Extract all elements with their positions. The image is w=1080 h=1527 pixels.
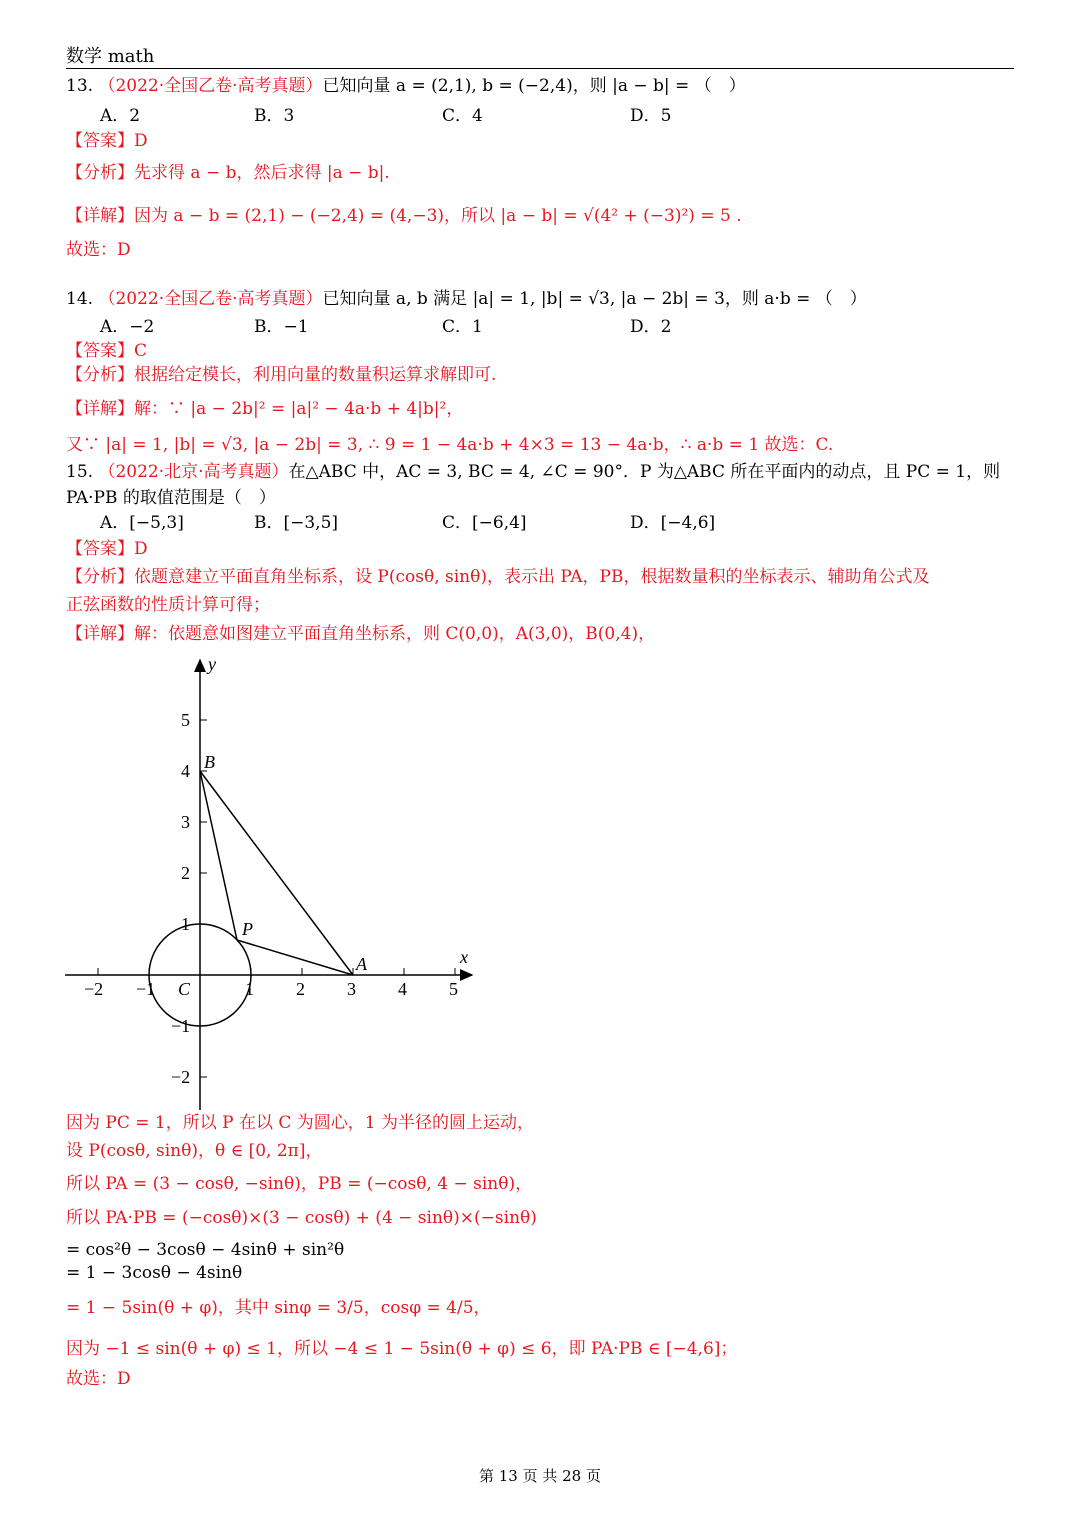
q15-solution-line-5: = cos²θ − 3cosθ − 4sinθ + sin²θ [66, 1240, 345, 1260]
q15-option-a: A．[−5,3] [100, 513, 184, 533]
q15-solution-line-3: 所以 PA = (3 − cosθ, −sinθ)，PB = (−cosθ, 4 − sinθ)， [66, 1174, 533, 1194]
q13-detail-tag: 【详解】 [66, 206, 134, 226]
q15-answer-value: D [134, 539, 148, 559]
y-axis-label: y [208, 654, 216, 674]
q14-option-a: A．−2 [100, 317, 155, 337]
q14-analysis-tag: 【分析】 [66, 365, 134, 385]
y-tick-label: 1 [181, 914, 190, 934]
x-tick-label: −2 [84, 979, 104, 999]
q13-detail-text: 因为 a − b = (2,1) − (−2,4) = (4,−3)，所以 |a − b| = √(4² + (−3)²) = 5 . [134, 206, 742, 226]
q15-analysis-tag: 【分析】 [66, 567, 134, 587]
q15-answer [66, 538, 148, 560]
header-rule [66, 68, 1014, 69]
x-tick-marks [98, 968, 455, 975]
q15-solution-line-9: 故选：D [66, 1369, 131, 1389]
y-tick-label: −2 [171, 1067, 191, 1087]
q14-question [66, 288, 867, 310]
q14-analysis-text: 根据给定模长，利用向量的数量积运算求解即可. [134, 365, 497, 385]
q13-answer [66, 130, 148, 152]
q15-detail [66, 623, 655, 645]
x-tick-label: 4 [398, 979, 407, 999]
q13-option-b: B．3 [254, 106, 295, 126]
q14-option-b: B．−1 [254, 317, 309, 337]
y-tick-label: 3 [181, 812, 190, 832]
q15-detail-text: 解：依题意如图建立平面直角坐标系，则 C(0,0)，A(3,0)，B(0,4)， [134, 624, 656, 644]
q15-solution-line-6: = 1 − 3cosθ − 4sinθ [66, 1263, 243, 1283]
x-tick-label: 2 [296, 979, 305, 999]
q13-answer-value: D [134, 131, 148, 151]
page-footer: 第 13 页 共 28 页 [478, 1467, 601, 1485]
segment-PA [237, 940, 353, 975]
point-C-label: C [178, 979, 191, 999]
y-tick-label: 5 [181, 710, 190, 730]
q15-option-c: C．[−6,4] [442, 513, 527, 533]
x-tick-label: 5 [449, 979, 458, 999]
q13-analysis-tag: 【分析】 [66, 163, 134, 183]
q14-option-c: C．1 [442, 317, 483, 337]
q14-number: 14. [66, 289, 94, 309]
q14-option-d: D．2 [630, 317, 672, 337]
x-axis-label: x [460, 947, 468, 967]
q13-detail [66, 205, 742, 227]
point-P-label: P [242, 919, 253, 939]
x-tick-label: 3 [347, 979, 356, 999]
x-tick-label: 1 [245, 979, 254, 999]
q13-stem: 已知向量 a = (2,1), b = (−2,4)，则 |a − b| = （ ） [322, 76, 746, 96]
q14-stem: 已知向量 a, b 满足 |a| = 1, |b| = √3, |a − 2b| = 3，则 a·b = （ ） [322, 289, 867, 309]
q13-option-a: A．2 [100, 106, 141, 126]
q15-analysis [66, 566, 929, 588]
q13-analysis-text: 先求得 a − b，然后求得 |a − b|. [134, 163, 390, 183]
q15-stem-2: PA·PB 的取值范围是（ ） [66, 488, 276, 508]
q15-analysis-2: 正弦函数的性质计算可得； [66, 595, 270, 615]
q15-figure [60, 650, 490, 1115]
q14-analysis [66, 364, 496, 386]
q14-answer-value: C [134, 341, 148, 361]
q15-detail-tag: 【详解】 [66, 624, 134, 644]
point-A-label: A [356, 954, 367, 974]
q13-number: 13. [66, 76, 94, 96]
q15-solution-line-4: 所以 PA·PB = (−cosθ)×(3 − cosθ) + (4 − sinθ)×(−sinθ) [66, 1208, 537, 1228]
point-B-label: B [204, 752, 215, 772]
q15-analysis-text: 依题意建立平面直角坐标系，设 P(cosθ, sinθ)，表示出 PA，PB，根据数量积的坐标表示、辅助角公式及 [134, 567, 930, 587]
q14-source: （2022·全国乙卷·高考真题） [98, 289, 323, 309]
q13-answer-tag: 【答案】 [66, 131, 134, 151]
header-subject: 数学 math [66, 46, 155, 67]
q15-solution-line-8: 因为 −1 ≤ sin(θ + φ) ≤ 1，所以 −4 ≤ 1 − 5sin(θ + φ) ≤ 6，即 PA·PB ∈ [−4,6]； [66, 1339, 738, 1359]
q15-number: 15. [66, 462, 94, 482]
x-tick-label: −1 [136, 979, 156, 999]
q13-option-d: D．5 [630, 106, 672, 126]
q15-option-d: D．[−4,6] [630, 513, 716, 533]
q15-question [66, 461, 1000, 483]
q14-answer [66, 340, 147, 362]
q15-answer-tag: 【答案】 [66, 539, 134, 559]
q14-detail [66, 398, 463, 420]
y-tick-label: 4 [181, 761, 190, 781]
q13-conclusion: 故选：D [66, 240, 131, 260]
q14-detail-tag: 【详解】 [66, 399, 134, 419]
q15-option-b: B．[−3,5] [254, 513, 339, 533]
q15-stem: 在△ABC 中，AC = 3, BC = 4, ∠C = 90°．P 为△ABC 所在平面内的动点，且 PC = 1，则 [288, 462, 1001, 482]
q14-detail-text: 解：∵ |a − 2b|² = |a|² − 4a·b + 4|b|²， [134, 399, 464, 419]
q14-answer-tag: 【答案】 [66, 341, 134, 361]
q13-option-c: C．4 [442, 106, 483, 126]
y-tick-label: 2 [181, 863, 190, 883]
q13-analysis [66, 162, 390, 184]
q13-question [66, 75, 746, 97]
q15-solution-line-7: = 1 − 5sin(θ + φ)，其中 sinφ = 3/5，cosφ = 4/5， [66, 1298, 491, 1318]
q13-source: （2022·全国乙卷·高考真题） [98, 76, 323, 96]
q14-detail-2: 又∵ |a| = 1, |b| = √3, |a − 2b| = 3, ∴ 9 = 1 − 4a·b + 4×3 = 13 − 4a·b，∴ a·b = 1 故选：C. [66, 435, 834, 455]
q15-source: （2022·北京·高考真题） [98, 462, 289, 482]
q15-solution-line-2: 设 P(cosθ, sinθ)，θ ∈ [0, 2π]， [66, 1141, 323, 1161]
q15-solution-line-1: 因为 PC = 1，所以 P 在以 C 为圆心，1 为半径的圆上运动， [66, 1113, 534, 1133]
y-tick-label: −1 [171, 1016, 191, 1036]
